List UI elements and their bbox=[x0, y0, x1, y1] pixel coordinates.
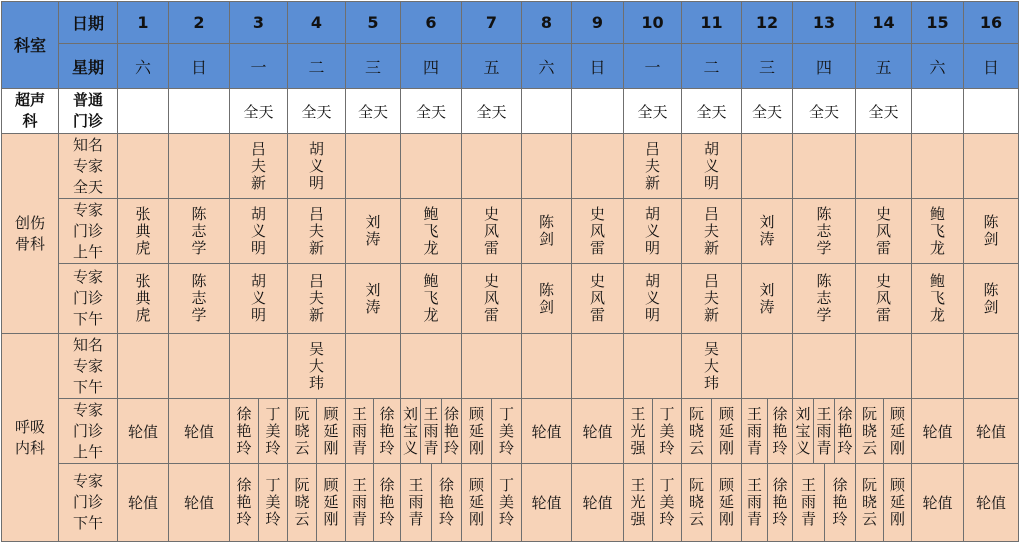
doctor-name: 史风雷 bbox=[874, 205, 892, 257]
schedule-cell bbox=[856, 134, 912, 199]
doctor-cell bbox=[374, 399, 401, 464]
dept-header-text: 科室 bbox=[14, 35, 47, 55]
doctor-name: 徐艳玲 bbox=[234, 477, 253, 528]
doctor-cell bbox=[401, 464, 432, 542]
schedule-cell bbox=[682, 134, 742, 199]
schedule-cell bbox=[118, 134, 169, 199]
doctor-name: 陈剑 bbox=[537, 281, 555, 316]
row-label bbox=[59, 464, 118, 542]
weekday-cell: 五 bbox=[462, 44, 522, 89]
doctor-name: 王雨青 bbox=[745, 405, 763, 457]
doctor-name: 王雨青 bbox=[350, 405, 368, 457]
doctor-cell bbox=[768, 464, 793, 542]
schedule-cell bbox=[522, 134, 572, 199]
doctor-name: 吕夫新 bbox=[307, 273, 325, 324]
schedule-cell: 轮值 bbox=[572, 464, 624, 542]
schedule-cell bbox=[912, 89, 964, 134]
schedule-cell bbox=[230, 264, 288, 334]
date-cell: 14 bbox=[856, 1, 912, 44]
doctor-name: 王雨青 bbox=[350, 477, 368, 528]
schedule-cell bbox=[401, 264, 462, 334]
schedule-cell bbox=[793, 199, 856, 264]
doctor-name: 张典虎 bbox=[133, 205, 152, 257]
schedule-cell bbox=[912, 264, 964, 334]
weekday-cell: 日 bbox=[964, 44, 1019, 89]
doctor-name: 阮晓云 bbox=[292, 477, 311, 528]
doctor-cell bbox=[884, 464, 912, 542]
row-label-text: 专家门诊下午 bbox=[72, 268, 103, 328]
date-cell: 1 bbox=[118, 1, 169, 44]
schedule-cell bbox=[793, 334, 856, 399]
schedule-cell bbox=[346, 264, 401, 334]
schedule-cell bbox=[462, 264, 522, 334]
doctor-name: 王雨青 bbox=[814, 405, 833, 457]
weekday-cell: 日 bbox=[169, 44, 230, 89]
schedule-cell bbox=[522, 264, 572, 334]
doctor-name: 陈志学 bbox=[814, 205, 833, 257]
doctor-cell bbox=[288, 399, 317, 464]
doctor-name: 顾延刚 bbox=[888, 477, 906, 528]
schedule-cell: 全天 bbox=[856, 89, 912, 134]
doctor-name: 史风雷 bbox=[588, 273, 606, 324]
doctor-name: 胡义明 bbox=[249, 273, 267, 324]
schedule-cell bbox=[742, 334, 793, 399]
schedule-cell bbox=[856, 199, 912, 264]
schedule-cell bbox=[401, 199, 462, 264]
doctor-name: 刘涛 bbox=[757, 214, 776, 248]
doctor-name: 刘涛 bbox=[363, 281, 382, 316]
doctor-cell bbox=[682, 399, 712, 464]
doctor-cell bbox=[259, 464, 288, 542]
row-label-text: 专家门诊上午 bbox=[72, 400, 103, 461]
schedule-cell bbox=[624, 199, 682, 264]
schedule-cell: 轮值 bbox=[169, 464, 230, 542]
doctor-cell bbox=[492, 464, 522, 542]
doctor-name: 阮晓云 bbox=[687, 405, 705, 457]
doctor-cell bbox=[712, 399, 742, 464]
doctor-cell bbox=[421, 399, 442, 464]
schedule-cell: 全天 bbox=[401, 89, 462, 134]
doctor-cell bbox=[230, 399, 259, 464]
date-cell: 16 bbox=[964, 1, 1019, 44]
doctor-name: 鲍飞龙 bbox=[928, 205, 946, 257]
date-cell: 15 bbox=[912, 1, 964, 44]
dept-respiratory-text: 呼吸内科 bbox=[14, 417, 45, 457]
doctor-cell bbox=[346, 399, 374, 464]
doctor-name: 徐艳玲 bbox=[377, 405, 396, 457]
doctor-name: 胡义明 bbox=[643, 273, 661, 324]
schedule-cell bbox=[964, 134, 1019, 199]
doctor-name: 顾延刚 bbox=[321, 405, 340, 457]
doctor-name: 阮晓云 bbox=[860, 405, 878, 457]
schedule-cell: 轮值 bbox=[572, 399, 624, 464]
schedule-table bbox=[1, 1, 1019, 543]
date-cell: 12 bbox=[742, 1, 793, 44]
schedule-cell: 全天 bbox=[288, 89, 346, 134]
doctor-cell bbox=[825, 464, 856, 542]
weekday-header: 星期 bbox=[59, 44, 118, 89]
row-label-text: 知名专家全天 bbox=[72, 135, 103, 196]
doctor-cell bbox=[230, 464, 259, 542]
doctor-name: 史风雷 bbox=[482, 273, 500, 324]
doctor-cell bbox=[742, 464, 768, 542]
schedule-cell: 轮值 bbox=[522, 464, 572, 542]
row-label bbox=[59, 399, 118, 464]
schedule-cell bbox=[964, 264, 1019, 334]
schedule-cell bbox=[169, 334, 230, 399]
doctor-name: 徐艳玲 bbox=[234, 405, 253, 457]
dept-orthopedics bbox=[1, 134, 59, 334]
doctor-name: 史风雷 bbox=[588, 205, 606, 257]
doctor-name: 徐艳玲 bbox=[442, 405, 460, 457]
doctor-name: 胡义明 bbox=[307, 140, 325, 192]
doctor-name: 陈剑 bbox=[981, 281, 1000, 316]
schedule-cell bbox=[912, 134, 964, 199]
doctor-name: 吕夫新 bbox=[702, 205, 720, 257]
doctor-name: 张典虎 bbox=[133, 273, 152, 324]
date-cell: 9 bbox=[572, 1, 624, 44]
doctor-cell bbox=[432, 464, 462, 542]
doctor-cell bbox=[492, 399, 522, 464]
schedule-cell bbox=[572, 199, 624, 264]
schedule-cell bbox=[118, 264, 169, 334]
doctor-cell bbox=[856, 464, 884, 542]
doctor-name: 王光强 bbox=[628, 477, 647, 528]
weekday-cell: 四 bbox=[793, 44, 856, 89]
weekday-cell: 三 bbox=[346, 44, 401, 89]
schedule-cell bbox=[964, 334, 1019, 399]
row-label bbox=[59, 199, 118, 264]
schedule-cell: 轮值 bbox=[169, 399, 230, 464]
schedule-cell bbox=[682, 264, 742, 334]
doctor-name: 陈志学 bbox=[814, 273, 833, 324]
weekday-cell: 二 bbox=[288, 44, 346, 89]
schedule-cell: 轮值 bbox=[522, 399, 572, 464]
doctor-name: 刘宝义 bbox=[793, 405, 812, 457]
doctor-cell bbox=[288, 464, 317, 542]
clinic-label bbox=[59, 89, 118, 134]
doctor-cell bbox=[768, 399, 793, 464]
schedule-cell: 全天 bbox=[682, 89, 742, 134]
doctor-name: 王光强 bbox=[628, 405, 647, 457]
schedule-cell bbox=[856, 334, 912, 399]
schedule-cell bbox=[462, 334, 522, 399]
row-label bbox=[59, 334, 118, 399]
schedule-cell bbox=[288, 264, 346, 334]
doctor-name: 阮晓云 bbox=[860, 477, 878, 528]
doctor-name: 吕夫新 bbox=[249, 140, 267, 192]
dept-orthopedics-text: 创伤骨科 bbox=[14, 213, 45, 253]
doctor-name: 丁美玲 bbox=[263, 405, 282, 457]
schedule-cell bbox=[462, 199, 522, 264]
schedule-cell: 轮值 bbox=[964, 464, 1019, 542]
doctor-name: 吴大玮 bbox=[307, 340, 325, 392]
schedule-cell bbox=[742, 264, 793, 334]
schedule-cell bbox=[169, 89, 230, 134]
date-cell: 4 bbox=[288, 1, 346, 44]
doctor-name: 胡义明 bbox=[643, 205, 661, 257]
doctor-name: 刘涛 bbox=[363, 214, 382, 248]
doctor-name: 吕夫新 bbox=[307, 205, 325, 257]
doctor-cell bbox=[317, 399, 346, 464]
doctor-cell bbox=[884, 399, 912, 464]
doctor-cell bbox=[346, 464, 374, 542]
doctor-name: 顾延刚 bbox=[467, 477, 485, 528]
doctor-cell bbox=[682, 464, 712, 542]
doctor-cell bbox=[653, 399, 682, 464]
row-label-text: 专家门诊下午 bbox=[72, 472, 103, 532]
doctor-name: 史风雷 bbox=[874, 273, 892, 324]
weekday-cell: 六 bbox=[522, 44, 572, 89]
schedule-cell bbox=[793, 134, 856, 199]
weekday-cell: 一 bbox=[624, 44, 682, 89]
schedule-cell bbox=[682, 334, 742, 399]
doctor-cell bbox=[401, 399, 421, 464]
schedule-cell bbox=[288, 334, 346, 399]
doctor-name: 吕夫新 bbox=[702, 273, 720, 324]
weekday-cell: 六 bbox=[118, 44, 169, 89]
schedule-cell bbox=[230, 199, 288, 264]
doctor-name: 顾延刚 bbox=[321, 477, 340, 528]
schedule-cell bbox=[624, 134, 682, 199]
schedule-cell bbox=[230, 134, 288, 199]
doctor-name: 徐艳玲 bbox=[770, 405, 789, 457]
doctor-name: 陈剑 bbox=[981, 214, 1000, 248]
schedule-cell bbox=[169, 199, 230, 264]
schedule-cell: 轮值 bbox=[964, 399, 1019, 464]
weekday-cell: 日 bbox=[572, 44, 624, 89]
schedule-cell bbox=[572, 89, 624, 134]
schedule-cell bbox=[964, 89, 1019, 134]
doctor-cell bbox=[814, 399, 835, 464]
clinic-label-text: 普通门诊 bbox=[72, 91, 103, 130]
doctor-name: 鲍飞龙 bbox=[421, 273, 440, 324]
doctor-cell bbox=[374, 464, 401, 542]
schedule-cell: 轮值 bbox=[118, 399, 169, 464]
doctor-name: 刘宝义 bbox=[401, 405, 419, 457]
doctor-name: 阮晓云 bbox=[687, 477, 705, 528]
schedule-cell bbox=[624, 264, 682, 334]
doctor-name: 徐艳玲 bbox=[770, 477, 789, 528]
doctor-name: 阮晓云 bbox=[292, 405, 311, 457]
row-label-text: 专家门诊上午 bbox=[72, 200, 103, 261]
doctor-name: 胡义明 bbox=[249, 205, 267, 257]
doctor-cell bbox=[624, 399, 653, 464]
schedule-cell bbox=[288, 199, 346, 264]
doctor-name: 徐艳玲 bbox=[830, 477, 849, 528]
doctor-name: 王雨青 bbox=[406, 477, 425, 528]
doctor-name: 史风雷 bbox=[482, 205, 500, 257]
doctor-name: 鲍飞龙 bbox=[421, 205, 440, 257]
schedule-cell bbox=[401, 134, 462, 199]
date-cell: 13 bbox=[793, 1, 856, 44]
doctor-name: 王雨青 bbox=[799, 477, 817, 528]
doctor-cell bbox=[856, 399, 884, 464]
weekday-cell: 四 bbox=[401, 44, 462, 89]
row-label bbox=[59, 134, 118, 199]
row-label bbox=[59, 264, 118, 334]
doctor-name: 陈志学 bbox=[189, 273, 208, 324]
doctor-name: 王雨青 bbox=[745, 477, 763, 528]
dept-respiratory bbox=[1, 334, 59, 542]
doctor-name: 顾延刚 bbox=[717, 405, 735, 457]
doctor-name: 陈剑 bbox=[537, 214, 555, 248]
doctor-name: 丁美玲 bbox=[497, 477, 515, 528]
schedule-cell bbox=[912, 334, 964, 399]
date-cell: 2 bbox=[169, 1, 230, 44]
doctor-cell bbox=[742, 399, 768, 464]
schedule-cell bbox=[856, 264, 912, 334]
doctor-name: 吴大玮 bbox=[702, 340, 720, 392]
doctor-name: 顾延刚 bbox=[467, 405, 485, 457]
schedule-cell bbox=[572, 264, 624, 334]
dept-header bbox=[1, 1, 59, 89]
date-cell: 3 bbox=[230, 1, 288, 44]
schedule-cell bbox=[118, 199, 169, 264]
schedule-cell: 全天 bbox=[230, 89, 288, 134]
doctor-name: 顾延刚 bbox=[888, 405, 906, 457]
schedule-cell bbox=[682, 199, 742, 264]
schedule-cell bbox=[169, 134, 230, 199]
schedule-cell bbox=[169, 264, 230, 334]
schedule-cell bbox=[572, 334, 624, 399]
schedule-cell bbox=[912, 199, 964, 264]
doctor-name: 丁美玲 bbox=[263, 477, 282, 528]
schedule-cell bbox=[742, 134, 793, 199]
date-cell: 5 bbox=[346, 1, 401, 44]
doctor-cell bbox=[712, 464, 742, 542]
doctor-name: 徐艳玲 bbox=[835, 405, 854, 457]
doctor-name: 吕夫新 bbox=[643, 140, 661, 192]
doctor-name: 鲍飞龙 bbox=[928, 273, 946, 324]
schedule-cell: 轮值 bbox=[118, 464, 169, 542]
date-cell: 8 bbox=[522, 1, 572, 44]
date-cell: 11 bbox=[682, 1, 742, 44]
date-cell: 7 bbox=[462, 1, 522, 44]
row-label-text: 知名专家下午 bbox=[72, 335, 103, 396]
doctor-name: 陈志学 bbox=[189, 205, 208, 257]
schedule-cell bbox=[230, 334, 288, 399]
doctor-name: 丁美玲 bbox=[497, 405, 515, 457]
doctor-cell bbox=[462, 399, 492, 464]
schedule-cell bbox=[346, 334, 401, 399]
doctor-cell bbox=[793, 464, 825, 542]
schedule-cell: 轮值 bbox=[912, 399, 964, 464]
weekday-cell: 三 bbox=[742, 44, 793, 89]
doctor-cell bbox=[259, 399, 288, 464]
doctor-cell bbox=[624, 464, 653, 542]
schedule-cell bbox=[401, 334, 462, 399]
doctor-name: 徐艳玲 bbox=[437, 477, 455, 528]
schedule-cell bbox=[288, 134, 346, 199]
doctor-cell bbox=[317, 464, 346, 542]
schedule-cell: 全天 bbox=[624, 89, 682, 134]
schedule-cell bbox=[624, 334, 682, 399]
date-header: 日期 bbox=[59, 1, 118, 44]
schedule-cell bbox=[346, 134, 401, 199]
schedule-cell bbox=[522, 334, 572, 399]
weekday-cell: 五 bbox=[856, 44, 912, 89]
schedule-cell bbox=[118, 89, 169, 134]
schedule-cell: 全天 bbox=[346, 89, 401, 134]
schedule-cell bbox=[742, 199, 793, 264]
doctor-name: 徐艳玲 bbox=[377, 477, 396, 528]
doctor-name: 丁美玲 bbox=[657, 405, 676, 457]
schedule-cell bbox=[793, 264, 856, 334]
schedule-cell: 全天 bbox=[462, 89, 522, 134]
doctor-cell bbox=[462, 464, 492, 542]
schedule-cell: 全天 bbox=[793, 89, 856, 134]
dept-ultrasound-text: 超声科 bbox=[14, 91, 45, 130]
doctor-name: 刘涛 bbox=[757, 281, 776, 316]
schedule-cell bbox=[522, 199, 572, 264]
doctor-name: 王雨青 bbox=[421, 405, 440, 457]
doctor-name: 丁美玲 bbox=[657, 477, 676, 528]
doctor-cell bbox=[653, 464, 682, 542]
doctor-name: 顾延刚 bbox=[717, 477, 735, 528]
weekday-cell: 二 bbox=[682, 44, 742, 89]
date-cell: 6 bbox=[401, 1, 462, 44]
schedule-cell: 轮值 bbox=[912, 464, 964, 542]
doctor-cell bbox=[835, 399, 856, 464]
schedule-cell bbox=[964, 199, 1019, 264]
weekday-cell: 六 bbox=[912, 44, 964, 89]
dept-ultrasound bbox=[1, 89, 59, 134]
doctor-cell bbox=[442, 399, 462, 464]
schedule-cell bbox=[522, 89, 572, 134]
schedule-cell: 全天 bbox=[742, 89, 793, 134]
doctor-name: 胡义明 bbox=[702, 140, 720, 192]
schedule-cell bbox=[118, 334, 169, 399]
schedule-cell bbox=[572, 134, 624, 199]
doctor-cell bbox=[793, 399, 814, 464]
schedule-cell bbox=[462, 134, 522, 199]
weekday-cell: 一 bbox=[230, 44, 288, 89]
schedule-cell bbox=[346, 199, 401, 264]
date-cell: 10 bbox=[624, 1, 682, 44]
